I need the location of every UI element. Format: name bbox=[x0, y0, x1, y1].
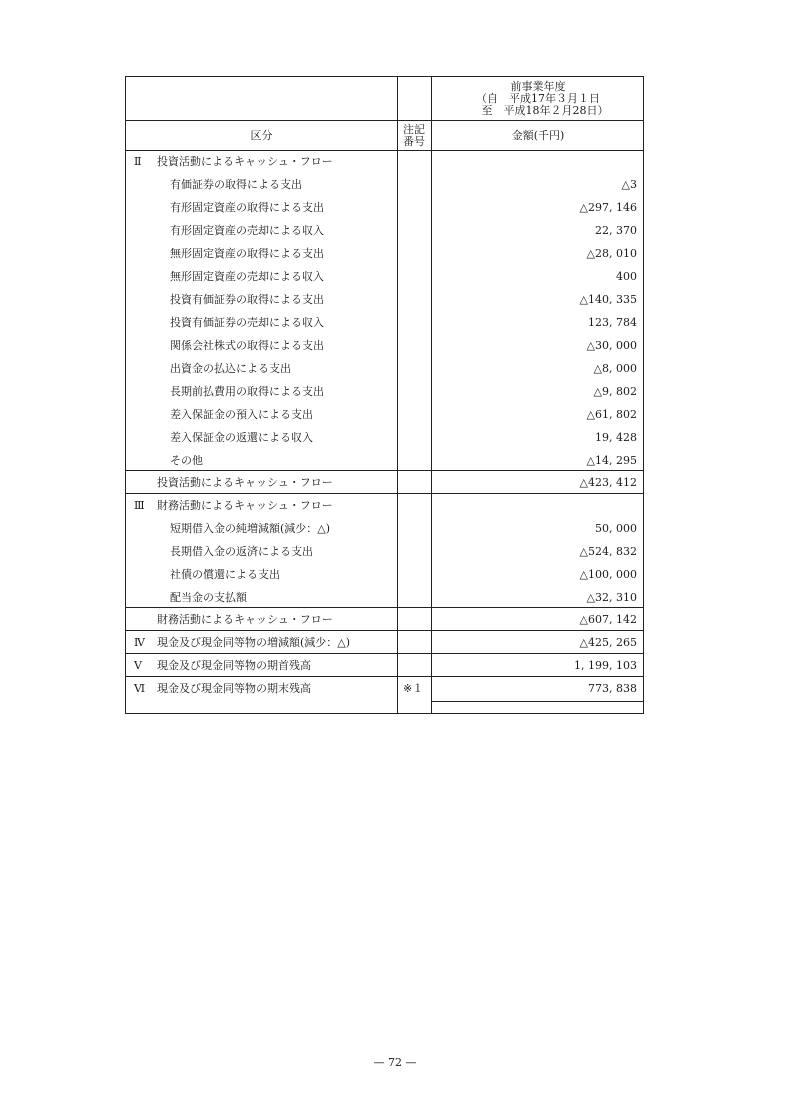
row-line-investing-subtotal-top bbox=[126, 470, 643, 471]
item-amount: 123, 784 bbox=[588, 316, 637, 329]
section-title: 投資活動によるキャッシュ・フロー bbox=[157, 155, 333, 168]
header-bottom-line bbox=[126, 150, 643, 151]
item-label: その他 bbox=[170, 454, 203, 467]
column-header-amount: 金額(千円) bbox=[511, 129, 565, 142]
item-label: 長期前払費用の取得による支出 bbox=[170, 385, 324, 398]
column-header-note-line2: 番号 bbox=[403, 135, 425, 148]
item-label: 出資金の払込による支出 bbox=[170, 362, 291, 375]
section-title: 財務活動によるキャッシュ・フロー bbox=[157, 499, 333, 512]
closing-balance-amount: 773, 838 bbox=[588, 682, 637, 695]
item-label: 有価証券の取得による支出 bbox=[170, 178, 302, 191]
item-amount: △8, 000 bbox=[593, 362, 637, 375]
item-label: 無形固定資産の取得による支出 bbox=[170, 247, 324, 260]
item-amount: △524, 832 bbox=[579, 545, 637, 558]
item-amount: △3 bbox=[621, 178, 637, 191]
section-numeral: Ⅴ bbox=[134, 659, 142, 672]
column-header-note-line1: 注記 bbox=[403, 123, 425, 136]
item-label: 差入保証金の返還による収入 bbox=[170, 431, 313, 444]
item-label: 差入保証金の預入による支出 bbox=[170, 408, 313, 421]
item-label: 長期借入金の返済による支出 bbox=[170, 545, 313, 558]
closing-balance-label: 現金及び現金同等物の期末残高 bbox=[157, 682, 311, 695]
item-label: 投資有価証券の取得による支出 bbox=[170, 293, 324, 306]
item-amount: △140, 335 bbox=[579, 293, 637, 306]
net-change-label: 現金及び現金同等物の増減額(減少：△) bbox=[157, 636, 351, 649]
item-amount: △30, 000 bbox=[586, 339, 637, 352]
item-label: 有形固定資産の売却による収入 bbox=[170, 224, 324, 237]
item-amount: △32, 310 bbox=[586, 591, 637, 604]
row-line-financing-subtotal-top bbox=[126, 607, 643, 608]
subtotal-amount: △423, 412 bbox=[579, 476, 637, 489]
row-line-closing-top bbox=[126, 676, 643, 677]
item-amount: △297, 146 bbox=[579, 201, 637, 214]
item-label: 無形固定資産の売却による収入 bbox=[170, 270, 324, 283]
item-amount: △28, 010 bbox=[586, 247, 637, 260]
subtotal-amount: △607, 142 bbox=[579, 613, 637, 626]
section-numeral: Ⅵ bbox=[134, 682, 146, 695]
row-line-opening-top bbox=[126, 653, 643, 654]
column-header-category: 区分 bbox=[250, 129, 273, 142]
item-amount: △100, 000 bbox=[579, 568, 637, 581]
item-amount: 400 bbox=[616, 270, 637, 283]
column-divider-amount bbox=[431, 77, 432, 713]
item-label: 社債の償還による支出 bbox=[170, 568, 280, 581]
item-amount: △14, 295 bbox=[586, 454, 637, 467]
section-numeral: Ⅲ bbox=[134, 499, 145, 512]
subtotal-label: 財務活動によるキャッシュ・フロー bbox=[157, 613, 333, 626]
closing-double-line bbox=[431, 701, 643, 702]
opening-balance-label: 現金及び現金同等物の期首残高 bbox=[157, 659, 311, 672]
item-amount: 19, 428 bbox=[595, 431, 637, 444]
item-label: 有形固定資産の取得による支出 bbox=[170, 201, 324, 214]
period-title: 前事業年度 bbox=[510, 80, 566, 93]
item-amount: △9, 802 bbox=[593, 385, 637, 398]
section-numeral: Ⅳ bbox=[134, 636, 145, 649]
item-label: 投資有価証券の売却による収入 bbox=[170, 316, 324, 329]
item-amount: 50, 000 bbox=[595, 522, 637, 535]
item-amount: 22, 370 bbox=[595, 224, 637, 237]
net-change-amount: △425, 265 bbox=[579, 636, 637, 649]
item-amount: △61, 802 bbox=[586, 408, 637, 421]
subtotal-label: 投資活動によるキャッシュ・フロー bbox=[157, 476, 333, 489]
period-from: （自 平成17年３月１日 bbox=[476, 92, 600, 105]
opening-balance-amount: 1, 199, 103 bbox=[574, 659, 637, 672]
item-label: 配当金の支払額 bbox=[170, 591, 247, 604]
cash-flow-table bbox=[125, 76, 644, 714]
column-divider-note bbox=[397, 77, 398, 713]
row-line-investing-subtotal-bottom bbox=[126, 493, 643, 494]
section-numeral: Ⅱ bbox=[134, 155, 142, 168]
closing-balance-note: ※１ bbox=[403, 682, 424, 695]
period-to: 至 平成18年２月28日） bbox=[481, 104, 609, 117]
item-label: 関係会社株式の取得による支出 bbox=[170, 339, 324, 352]
row-line-net-change-top bbox=[126, 630, 643, 631]
page-number: — 72 — bbox=[373, 1056, 417, 1069]
header-divider bbox=[126, 120, 643, 121]
item-label: 短期借入金の純増減額(減少：△) bbox=[170, 522, 331, 535]
